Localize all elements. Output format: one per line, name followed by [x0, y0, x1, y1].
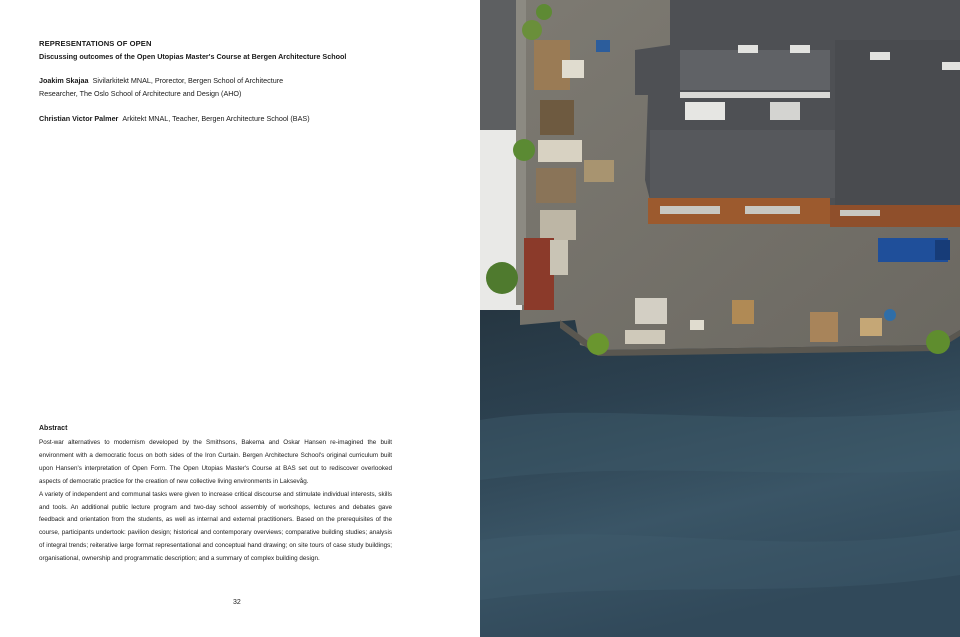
skylight	[790, 45, 810, 53]
skylight	[942, 62, 960, 70]
skylight	[738, 45, 758, 53]
pavilion	[540, 100, 574, 135]
tree	[926, 330, 950, 354]
tree	[513, 139, 535, 161]
author1-name: Joakim Skajaa	[39, 76, 89, 85]
pavilion	[536, 168, 576, 203]
photo-page	[480, 0, 960, 637]
article-subtitle: Discussing outcomes of the Open Utopias Master's Course at Bergen Architecture School	[39, 52, 347, 61]
abstract-paragraph-2: A variety of independent and communal tasks were given to increase critical discourse and stimulate individual interests, skills and tools. An additional public lecture program and two-day school assembly of workshops, lectures and debates gave feedback and orientation from the students, as well as internal and external practitioners. Based on the prerequisites of the course, participants undertook: pavilion design; historical and contemporary overviews; comparative building studies; analysis of integral trends; reiterative large format representational and conceptual hand drawing; on site tours of case study buildings; organisational, ownership and programmatic description; and a summary of complex building design.	[39, 490, 392, 563]
skylight	[870, 52, 890, 60]
page-number: 32	[233, 599, 241, 606]
warehouse-roof-section	[650, 130, 835, 198]
tree	[522, 20, 542, 40]
author1-role: Sivilarkitekt MNAL, Prorector, Bergen School of Architecture	[92, 76, 284, 85]
author2-name: Christian Victor Palmer	[39, 114, 119, 123]
abstract-paragraph-1: Post-war alternatives to modernism developed by the Smithsons, Bakema and Oskar Hansen re-imagined the built environment with a democratic focus on both sides of the Iron Curtain. Bergen Architecture School's original curriculum built upon Hansen's interpretation of Open Form. The Open Utopias Master's Course at BAS set out to rediscover overlooked aspects of democratic practice for the creation of new collective living environments in Laksevåg.	[39, 439, 392, 485]
warehouse-roof-section	[835, 40, 960, 205]
timber-frame	[860, 318, 882, 336]
water-reflection	[480, 410, 960, 480]
abstract-heading: Abstract	[39, 425, 68, 432]
container	[635, 298, 667, 324]
author1-affiliation: Researcher, The Oslo School of Architecture and Design (AHO)	[39, 89, 242, 98]
aerial-harbor-photo	[480, 0, 960, 637]
article-title: REPRESENTATIONS OF OPEN	[39, 39, 152, 48]
pavilion	[540, 210, 576, 240]
skylight-row	[680, 92, 830, 98]
pavilion	[538, 140, 582, 162]
timber-frame	[732, 300, 754, 324]
skylight	[770, 102, 800, 120]
skylight	[685, 102, 725, 120]
red-shed	[524, 238, 554, 310]
tree	[536, 4, 552, 20]
white-building-roof	[480, 0, 518, 130]
author2-role: Arkitekt MNAL, Teacher, Bergen Architecture School (BAS)	[122, 114, 310, 123]
tree	[486, 262, 518, 294]
author1-line	[39, 76, 283, 85]
timber-frame	[810, 312, 838, 342]
warehouse-roof-section	[680, 50, 830, 90]
tree	[587, 333, 609, 355]
abstract-body	[39, 437, 392, 566]
author2-line	[39, 114, 310, 123]
